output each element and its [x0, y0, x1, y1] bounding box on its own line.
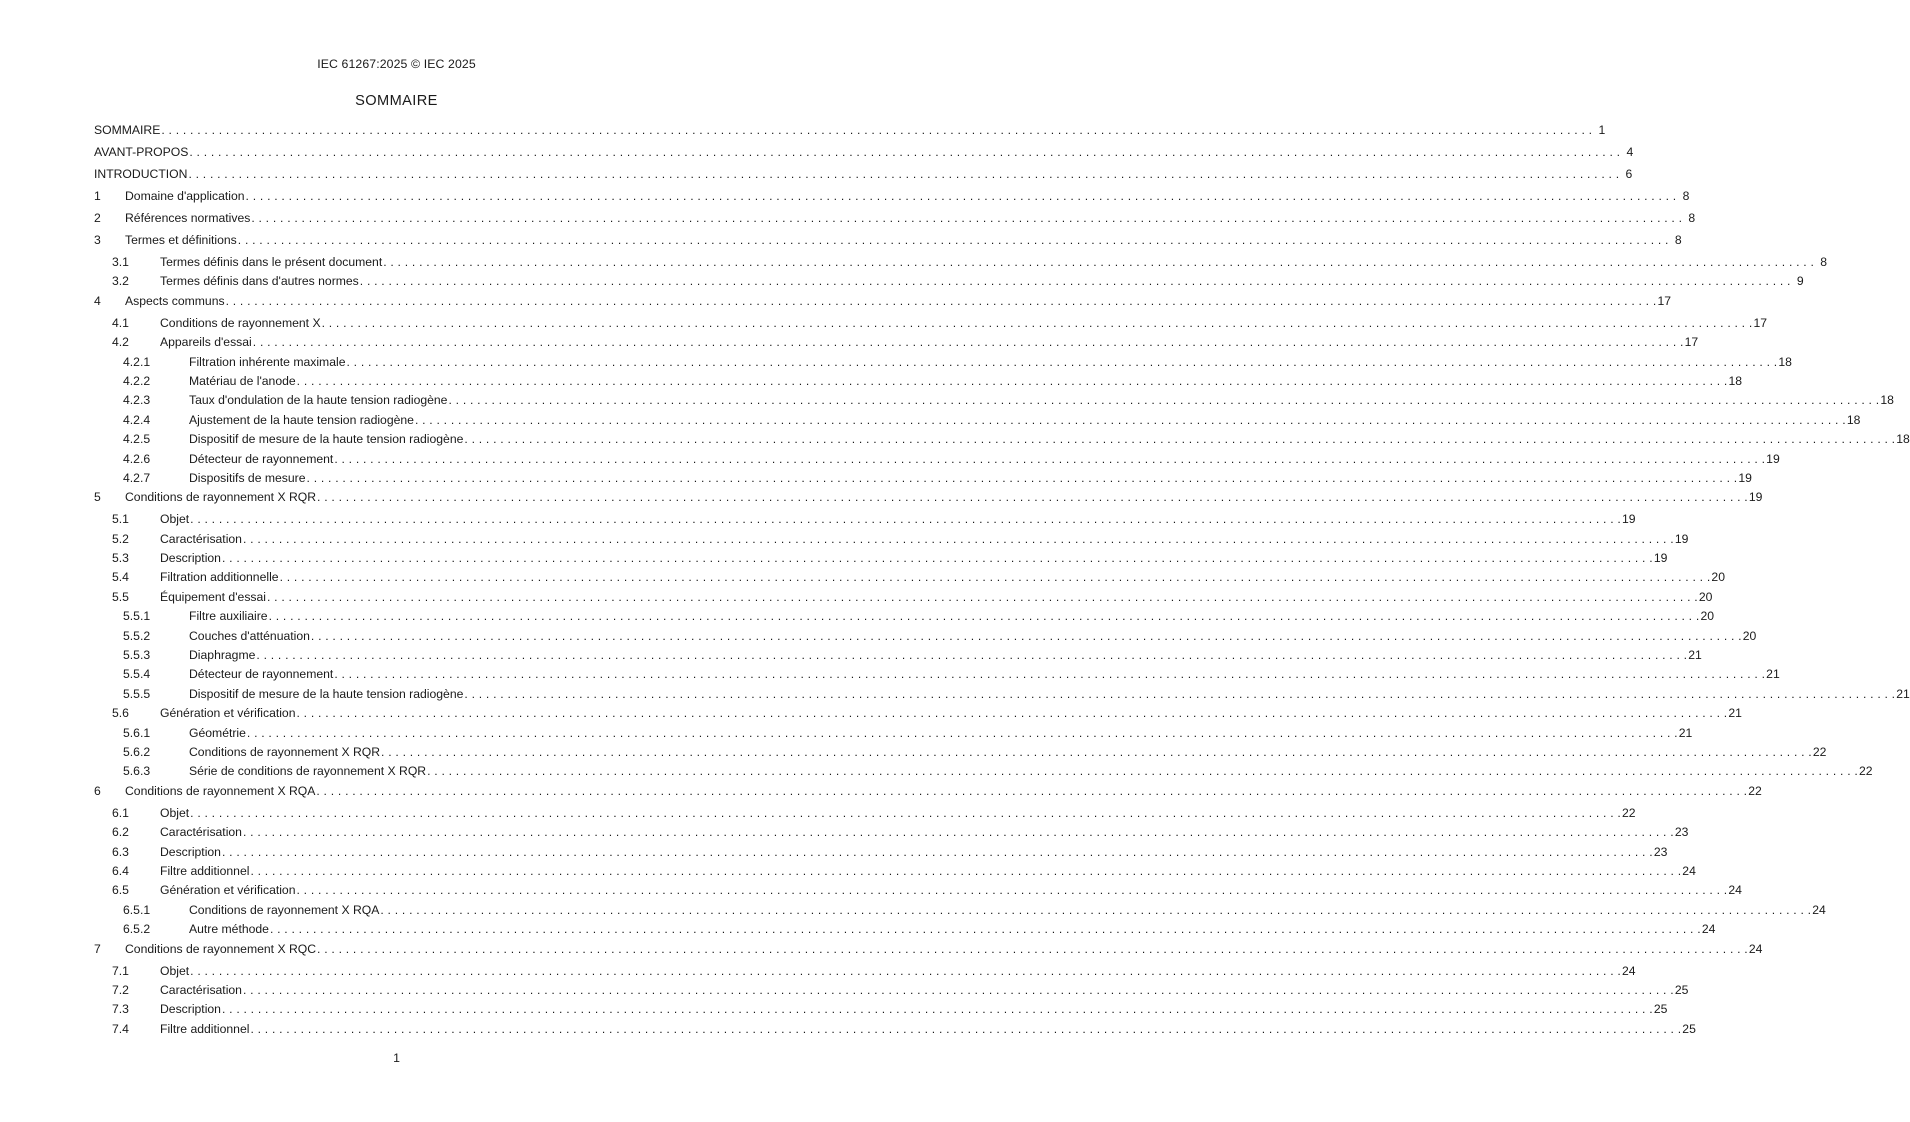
toc-entry-page: 18: [1896, 432, 1910, 447]
toc-entry[interactable]: [94, 963, 1636, 983]
toc-entry-page: 8: [1820, 255, 1828, 269]
toc-entry[interactable]: [94, 883, 1742, 902]
toc-entry-title: Domaine d'application: [125, 189, 245, 203]
toc-entry-number: 4: [94, 293, 101, 308]
toc-entry-title: Dispositif de mesure de la haute tension radiogène: [189, 432, 464, 447]
toc-entry[interactable]: [94, 902, 1826, 922]
toc-leader-dots: . . . . . . . . . . . . . . . . . . . . . . . . . . . . . . . . . . . . . . . . . . . . . . . . . . . . . . . . . . . . . . . . . . . . . . . . . . . . . . . . . . . . . . . . . . . . . . . . . . . . . . . . . . . . . . . . . . . . . . . . . . . . . . . . . . . . . . . . . . . . . . . . . . . . . . . . . . . . . . . . . . . . . . . . . . . . . . . . . . . . . . . . . . . . . . . . . . . . . . . .: [296, 883, 1728, 898]
toc-entry-number: 4.2.2: [123, 373, 151, 388]
toc-entry-number: 5: [94, 490, 101, 505]
toc-leader-dots: . . . . . . . . . . . . . . . . . . . . . . . . . . . . . . . . . . . . . . . . . . . . . . . . . . . . . . . . . . . . . . . . . . . . . . . . . . . . . . . . . . . . . . . . . . . . . . . . . . . . . . . . . . . . . . . . . . . . . . . . . . . . . . . . . . . . . . . . . . . . . . . . . . . . . . . . . . . . . . . . . . . . . . . . . . . . . . . . . . . . . . . . . . . . . . . . . . . . . . . .: [242, 982, 1674, 997]
table-of-contents: [94, 123, 1910, 1041]
toc-entry-title: Références normatives: [125, 211, 251, 225]
toc-entry[interactable]: [94, 233, 1682, 255]
toc-leader-dots: . . . . . . . . . . . . . . . . . . . . . . . . . . . . . . . . . . . . . . . . . . . . . . . . . . . . . . . . . . . . . . . . . . . . . . . . . . . . . . . . . . . . . . . . . . . . . . . . . . . . . . . . . . . . . . . . . . . . . . . . . . . . . . . . . . . . . . . . . . . . . . . . . . . . . . . . . . . . . . . . . . . . . . . . . . . . . . . . . . . . . . . . . . . . . . . . . . . . . . . .: [252, 335, 1684, 350]
toc-entry-number: 5.6: [112, 706, 129, 721]
toc-entry-title: Filtre additionnel: [160, 863, 250, 878]
toc-leader-dots: . . . . . . . . . . . . . . . . . . . . . . . . . . . . . . . . . . . . . . . . . . . . . . . . . . . . . . . . . . . . . . . . . . . . . . . . . . . . . . . . . . . . . . . . . . . . . . . . . . . . . . . . . . . . . . . . . . . . . . . . . . . . . . . . . . . . . . . . . . . . . . . . . . . . . . . . . . . . . . . . . . . . . . . . . . . . . . . . . . . . . . . . . . . . . . . . . . . . . . . .: [250, 1021, 1682, 1036]
toc-entry-page: 21: [1766, 667, 1780, 682]
toc-leader-dots: . . . . . . . . . . . . . . . . . . . . . . . . . . . . . . . . . . . . . . . . . . . . . . . . . . . . . . . . . . . . . . . . . . . . . . . . . . . . . . . . . . . . . . . . . . . . . . . . . . . . . . . . . . . . . . . . . . . . . . . . . . . . . . . . . . . . . . . . . . . . . . . . . . . . . . . . . . . . . . . . . . . . . . . . . . . . . . . . . . . . . . . . . . . . . . . . . . . . . . . .: [237, 233, 1669, 247]
toc-entry-page: 18: [1880, 393, 1894, 408]
toc-entry[interactable]: [94, 451, 1780, 471]
toc-entry[interactable]: [94, 373, 1743, 393]
toc-leader-dots: . . . . . . . . . . . . . . . . . . . . . . . . . . . . . . . . . . . . . . . . . . . . . . . . . . . . . . . . . . . . . . . . . . . . . . . . . . . . . . . . . . . . . . . . . . . . . . . . . . . . . . . . . . . . . . . . . . . . . . . . . . . . . . . . . . . . . . . . . . . . . . . . . . . . . . . . . . . . . . . . . . . . . . . . . . . . . . . . . . . . . . . . . . . . . . . . . . . . . . . .: [269, 922, 1701, 937]
toc-entry[interactable]: [94, 167, 1633, 189]
toc-entry-title: Conditions de rayonnement X RQA: [189, 902, 380, 917]
toc-leader-dots: . . . . . . . . . . . . . . . . . . . . . . . . . . . . . . . . . . . . . . . . . . . . . . . . . . . . . . . . . . . . . . . . . . . . . . . . . . . . . . . . . . . . . . . . . . . . . . . . . . . . . . . . . . . . . . . . . . . . . . . . . . . . . . . . . . . . . . . . . . . . . . . . . . . . . . . . . . . . . . . . . . . . . . . . . . . . . . . . . . . . . . . . . . . . . . . . . . . . . . . .: [221, 551, 1653, 566]
toc-entry-number: 7: [94, 941, 101, 956]
toc-entry-title: Dispositif de mesure de la haute tension radiogène: [189, 686, 464, 701]
toc-leader-dots: . . . . . . . . . . . . . . . . . . . . . . . . . . . . . . . . . . . . . . . . . . . . . . . . . . . . . . . . . . . . . . . . . . . . . . . . . . . . . . . . . . . . . . . . . . . . . . . . . . . . . . . . . . . . . . . . . . . . . . . . . . . . . . . . . . . . . . . . . . . . . . . . . . . . . . . . . . . . . . . . . . . . . . . . . . . . . . . . . . . . . . . . . . . . . . . . . . . . . . . .: [427, 764, 1858, 779]
toc-entry-page: 8: [1674, 233, 1682, 247]
toc-entry[interactable]: [94, 589, 1713, 609]
toc-entry[interactable]: [94, 922, 1716, 941]
toc-entry-title: Conditions de rayonnement X RQC: [125, 941, 317, 956]
toc-entry-page: 18: [1846, 412, 1861, 427]
toc-entry-page: 21: [1728, 706, 1742, 721]
toc-entry[interactable]: [94, 551, 1668, 570]
toc-leader-dots: . . . . . . . . . . . . . . . . . . . . . . . . . . . . . . . . . . . . . . . . . . . . . . . . . . . . . . . . . . . . . . . . . . . . . . . . . . . . . . . . . . . . . . . . . . . . . . . . . . . . . . . . . . . . . . . . . . . . . . . . . . . . . . . . . . . . . . . . . . . . . . . . . . . . . . . . . . . . . . . . . . . . . . . . . . . . . . . . . . . . . . . . . . . . . . . . . . . . . . . .: [279, 570, 1711, 585]
toc-entry-number: 5.5.1: [123, 609, 151, 624]
toc-leader-dots: . . . . . . . . . . . . . . . . . . . . . . . . . . . . . . . . . . . . . . . . . . . . . . . . . . . . . . . . . . . . . . . . . . . . . . . . . . . . . . . . . . . . . . . . . . . . . . . . . . . . . . . . . . . . . . . . . . . . . . . . . . . . . . . . . . . . . . . . . . . . . . . . . . . . . . . . . . . . . . . . . . . . . . . . . . . . . . . . . . . . . . . . . . . . . . . . . . . . . . . .: [268, 609, 1700, 624]
toc-entry-number: 5.5.2: [123, 628, 151, 643]
toc-entry-title: Aspects communs: [125, 293, 225, 308]
toc-entry-number: 3.1: [112, 255, 129, 269]
toc-entry-number: 5.5.3: [123, 648, 151, 663]
toc-leader-dots: . . . . . . . . . . . . . . . . . . . . . . . . . . . . . . . . . . . . . . . . . . . . . . . . . . . . . . . . . . . . . . . . . . . . . . . . . . . . . . . . . . . . . . . . . . . . . . . . . . . . . . . . . . . . . . . . . . . . . . . . . . . . . . . . . . . . . . . . . . . . . . . . . . . . . . . . . . . . . . . . . . . . . . . . . . . . . . . . . . . . . . . . . . . . . . . . . . . . . . . .: [190, 963, 1621, 978]
toc-leader-dots: . . . . . . . . . . . . . . . . . . . . . . . . . . . . . . . . . . . . . . . . . . . . . . . . . . . . . . . . . . . . . . . . . . . . . . . . . . . . . . . . . . . . . . . . . . . . . . . . . . . . . . . . . . . . . . . . . . . . . . . . . . . . . . . . . . . . . . . . . . . . . . . . . . . . . . . . . . . . . . . . . . . . . . . . . . . . . . . . . . . . . . . . . . . . . . . . . . . . . . . .: [296, 373, 1728, 388]
toc-entry-number: 5.6.1: [123, 725, 151, 740]
toc-entry-title: Filtration additionnelle: [160, 570, 279, 585]
toc-entry-number: 6.5.1: [123, 902, 151, 917]
toc-entry-page: 25: [1674, 982, 1689, 997]
toc-entry[interactable]: [94, 706, 1742, 725]
toc-entry-page: 4: [1626, 145, 1634, 159]
toc-entry-title: Matériau de l'anode: [189, 373, 296, 388]
toc-entry[interactable]: [94, 667, 1780, 686]
toc-entry-page: 1: [1598, 123, 1606, 137]
toc-entry-page: 8: [1688, 211, 1696, 225]
toc-entry-number: 6.1: [112, 805, 129, 820]
toc-entry-number: 6.5.2: [123, 922, 151, 937]
toc-entry-number: 4.2.3: [123, 393, 151, 408]
toc-entry[interactable]: [94, 145, 1634, 167]
toc-entry-title: Description: [160, 1002, 221, 1017]
toc-entry-title: Géométrie: [189, 725, 246, 740]
toc-entry-page: 22: [1622, 805, 1636, 820]
toc-entry-page: 17: [1753, 315, 1767, 330]
toc-entry-number: 5.5: [112, 589, 129, 604]
toc-entry[interactable]: [94, 686, 1910, 706]
toc-entry-page: 8: [1682, 189, 1690, 203]
toc-entry-page: 22: [1748, 783, 1762, 798]
toc-entry-number: 4.2.1: [123, 354, 151, 369]
toc-entry[interactable]: [94, 628, 1757, 648]
toc-entry[interactable]: [94, 412, 1861, 432]
toc-entry-title: Détecteur de rayonnement: [189, 667, 334, 682]
toc-entry-title: Filtration inhérente maximale: [189, 354, 346, 369]
toc-entry[interactable]: [94, 648, 1702, 667]
document-header: IEC 61267:2025 © IEC 2025: [317, 57, 476, 71]
toc-entry-number: 7.1: [112, 963, 129, 978]
toc-entry-page: 17: [1657, 293, 1671, 308]
toc-leader-dots: . . . . . . . . . . . . . . . . . . . . . . . . . . . . . . . . . . . . . . . . . . . . . . . . . . . . . . . . . . . . . . . . . . . . . . . . . . . . . . . . . . . . . . . . . . . . . . . . . . . . . . . . . . . . . . . . . . . . . . . . . . . . . . . . . . . . . . . . . . . . . . . . . . . . . . . . . . . . . . . . . . . . . . . . . . . . . . . . . . . . . . . . . . . . . . . . . . . . . . . .: [221, 1002, 1653, 1017]
toc-entry-number: 5.6.3: [123, 764, 151, 779]
toc-entry[interactable]: [94, 609, 1714, 628]
page-number: 1: [393, 1051, 400, 1065]
toc-entry-number: 2: [94, 211, 101, 225]
toc-entry[interactable]: [94, 315, 1767, 335]
toc-entry-number: 6.2: [112, 825, 129, 840]
toc-entry[interactable]: [94, 432, 1910, 451]
toc-leader-dots: . . . . . . . . . . . . . . . . . . . . . . . . . . . . . . . . . . . . . . . . . . . . . . . . . . . . . . . . . . . . . . . . . . . . . . . . . . . . . . . . . . . . . . . . . . . . . . . . . . . . . . . . . . . . . . . . . . . . . . . . . . . . . . . . . . . . . . . . . . . . . . . . . . . . . . . . . . . . . . . . . . . . . . . . . . . . . . . . . . . . . . . . . . . . . . . . . . . . . . . .: [190, 512, 1621, 527]
toc-entry-title: SOMMAIRE: [94, 123, 161, 137]
toc-entry-title: INTRODUCTION: [94, 167, 188, 181]
toc-entry-page: 24: [1812, 902, 1826, 917]
toc-leader-dots: . . . . . . . . . . . . . . . . . . . . . . . . . . . . . . . . . . . . . . . . . . . . . . . . . . . . . . . . . . . . . . . . . . . . . . . . . . . . . . . . . . . . . . . . . . . . . . . . . . . . . . . . . . . . . . . . . . . . . . . . . . . . . . . . . . . . . . . . . . . . . . . . . . . . . . . . . . . . . . . . . . . . . . . . . . . . . . . . . . . . . . . . . . . . . . . . . . . . . . . .: [242, 531, 1674, 546]
toc-entry-page: 20: [1698, 589, 1713, 604]
toc-entry-number: 5.6.2: [123, 744, 151, 759]
toc-entry-page: 19: [1738, 470, 1752, 485]
toc-entry-number: 7.2: [112, 982, 129, 997]
toc-leader-dots: . . . . . . . . . . . . . . . . . . . . . . . . . . . . . . . . . . . . . . . . . . . . . . . . . . . . . . . . . . . . . . . . . . . . . . . . . . . . . . . . . . . . . . . . . . . . . . . . . . . . . . . . . . . . . . . . . . . . . . . . . . . . . . . . . . . . . . . . . . . . . . . . . . . . . . . . . . . . . . . . . . . . . . . . . . . . . . . . . . . . . . . . . . . . . . . . . . . . . . . .: [346, 354, 1778, 369]
toc-leader-dots: . . . . . . . . . . . . . . . . . . . . . . . . . . . . . . . . . . . . . . . . . . . . . . . . . . . . . . . . . . . . . . . . . . . . . . . . . . . . . . . . . . . . . . . . . . . . . . . . . . . . . . . . . . . . . . . . . . . . . . . . . . . . . . . . . . . . . . . . . . . . . . . . . . . . . . . . . . . . . . . . . . . . . . . . . . . . . . . . . . . . . . . . . . . . . . . . . . . . . . . .: [334, 667, 1766, 682]
toc-entry-title: Termes et définitions: [125, 233, 237, 247]
toc-entry-page: 19: [1653, 551, 1668, 566]
toc-entry-number: 4.1: [112, 315, 129, 330]
toc-leader-dots: . . . . . . . . . . . . . . . . . . . . . . . . . . . . . . . . . . . . . . . . . . . . . . . . . . . . . . . . . . . . . . . . . . . . . . . . . . . . . . . . . . . . . . . . . . . . . . . . . . . . . . . . . . . . . . . . . . . . . . . . . . . . . . . . . . . . . . . . . . . . . . . . . . . . . . . . . . . . . . . . . . . . . . . . . . . . . . . . . . . . . . . . . . . . . . . . . . . . . . . .: [359, 274, 1791, 289]
toc-entry-title: Caractérisation: [160, 531, 242, 546]
toc-leader-dots: . . . . . . . . . . . . . . . . . . . . . . . . . . . . . . . . . . . . . . . . . . . . . . . . . . . . . . . . . . . . . . . . . . . . . . . . . . . . . . . . . . . . . . . . . . . . . . . . . . . . . . . . . . . . . . . . . . . . . . . . . . . . . . . . . . . . . . . . . . . . . . . . . . . . . . . . . . . . . . . . . . . . . . . . . . . . . . . . . . . . . . . . . . . . . . . . . . . . . . . .: [161, 123, 1593, 137]
toc-entry-number: 5.5.4: [123, 667, 151, 682]
toc-leader-dots: . . . . . . . . . . . . . . . . . . . . . . . . . . . . . . . . . . . . . . . . . . . . . . . . . . . . . . . . . . . . . . . . . . . . . . . . . . . . . . . . . . . . . . . . . . . . . . . . . . . . . . . . . . . . . . . . . . . . . . . . . . . . . . . . . . . . . . . . . . . . . . . . . . . . . . . . . . . . . . . . . . . . . . . . . . . . . . . . . . . . . . . . . . . . . . . . . . . . . . . .: [189, 145, 1621, 159]
toc-entry-page: 20: [1700, 609, 1714, 624]
toc-entry-title: Caractérisation: [160, 982, 242, 997]
toc-entry-title: Série de conditions de rayonnement X RQR: [189, 764, 427, 779]
toc-entry-title: Appareils d'essai: [160, 335, 252, 350]
toc-entry-title: Description: [160, 844, 221, 859]
toc-entry-title: Filtre additionnel: [160, 1021, 250, 1036]
toc-entry[interactable]: [94, 744, 1827, 764]
toc-leader-dots: . . . . . . . . . . . . . . . . . . . . . . . . . . . . . . . . . . . . . . . . . . . . . . . . . . . . . . . . . . . . . . . . . . . . . . . . . . . . . . . . . . . . . . . . . . . . . . . . . . . . . . . . . . . . . . . . . . . . . . . . . . . . . . . . . . . . . . . . . . . . . . . . . . . . . . . . . . . . . . . . . . . . . . . . . . . . . . . . . . . . . . . . . . . . . . . . . . . . . . . .: [188, 167, 1620, 181]
toc-entry-page: 24: [1748, 941, 1763, 956]
toc-leader-dots: . . . . . . . . . . . . . . . . . . . . . . . . . . . . . . . . . . . . . . . . . . . . . . . . . . . . . . . . . . . . . . . . . . . . . . . . . . . . . . . . . . . . . . . . . . . . . . . . . . . . . . . . . . . . . . . . . . . . . . . . . . . . . . . . . . . . . . . . . . . . . . . . . . . . . . . . . . . . . . . . . . . . . . . . . . . . . . . . . . . . . . . . . . . . . . . . . . . . . . . .: [246, 725, 1678, 740]
toc-leader-dots: . . . . . . . . . . . . . . . . . . . . . . . . . . . . . . . . . . . . . . . . . . . . . . . . . . . . . . . . . . . . . . . . . . . . . . . . . . . . . . . . . . . . . . . . . . . . . . . . . . . . . . . . . . . . . . . . . . . . . . . . . . . . . . . . . . . . . . . . . . . . . . . . . . . . . . . . . . . . . . . . . . . . . . . . . . . . . . . . . . . . . . . . . . . . . . . . . . . . . . . .: [225, 293, 1657, 308]
toc-entry[interactable]: [94, 393, 1894, 412]
toc-entry[interactable]: [94, 470, 1752, 490]
toc-entry[interactable]: [94, 941, 1763, 964]
toc-entry[interactable]: [94, 189, 1690, 211]
toc-entry-number: 6.3: [112, 844, 129, 859]
toc-entry-page: 21: [1688, 648, 1702, 663]
toc-entry-title: Caractérisation: [160, 825, 242, 840]
toc-entry-title: Termes définis dans le présent document: [160, 255, 383, 269]
toc-leader-dots: . . . . . . . . . . . . . . . . . . . . . . . . . . . . . . . . . . . . . . . . . . . . . . . . . . . . . . . . . . . . . . . . . . . . . . . . . . . . . . . . . . . . . . . . . . . . . . . . . . . . . . . . . . . . . . . . . . . . . . . . . . . . . . . . . . . . . . . . . . . . . . . . . . . . . . . . . . . . . . . . . . . . . . . . . . . . . . . . . . . . . . . . . . . . . . . . . . . . . . . .: [245, 189, 1677, 203]
toc-leader-dots: . . . . . . . . . . . . . . . . . . . . . . . . . . . . . . . . . . . . . . . . . . . . . . . . . . . . . . . . . . . . . . . . . . . . . . . . . . . . . . . . . . . . . . . . . . . . . . . . . . . . . . . . . . . . . . . . . . . . . . . . . . . . . . . . . . . . . . . . . . . . . . . . . . . . . . . . . . . . . . . . . . . . . . . . . . . . . . . . . . . . . . . . . . . . . . . . . . . . . . . .: [267, 589, 1698, 604]
toc-entry[interactable]: [94, 1021, 1696, 1041]
toc-entry[interactable]: [94, 725, 1693, 745]
toc-entry-number: 7.3: [112, 1002, 129, 1017]
toc-entry-page: 22: [1858, 764, 1873, 779]
toc-entry[interactable]: [94, 531, 1689, 551]
toc-leader-dots: . . . . . . . . . . . . . . . . . . . . . . . . . . . . . . . . . . . . . . . . . . . . . . . . . . . . . . . . . . . . . . . . . . . . . . . . . . . . . . . . . . . . . . . . . . . . . . . . . . . . . . . . . . . . . . . . . . . . . . . . . . . . . . . . . . . . . . . . . . . . . . . . . . . . . . . . . . . . . . . . . . . . . . . . . . . . . . . . . . . . . . . . . . . . . . . . . . . . . . . .: [190, 805, 1621, 820]
toc-entry-title: AVANT-PROPOS: [94, 145, 189, 159]
toc-entry-page: 24: [1682, 863, 1696, 878]
toc-leader-dots: . . . . . . . . . . . . . . . . . . . . . . . . . . . . . . . . . . . . . . . . . . . . . . . . . . . . . . . . . . . . . . . . . . . . . . . . . . . . . . . . . . . . . . . . . . . . . . . . . . . . . . . . . . . . . . . . . . . . . . . . . . . . . . . . . . . . . . . . . . . . . . . . . . . . . . . . . . . . . . . . . . . . . . . . . . . . . . . . . . . . . . . . . . . . . . . . . . . . . . . .: [250, 863, 1682, 878]
toc-entry-number: 3: [94, 233, 101, 247]
toc-entry-number: 5.3: [112, 551, 129, 566]
toc-leader-dots: . . . . . . . . . . . . . . . . . . . . . . . . . . . . . . . . . . . . . . . . . . . . . . . . . . . . . . . . . . . . . . . . . . . . . . . . . . . . . . . . . . . . . . . . . . . . . . . . . . . . . . . . . . . . . . . . . . . . . . . . . . . . . . . . . . . . . . . . . . . . . . . . . . . . . . . . . . . . . . . . . . . . . . . . . . . . . . . . . . . . . . . . . . . . . . . . . . . . . . . .: [414, 412, 1846, 427]
toc-entry-title: Détecteur de rayonnement: [189, 451, 334, 466]
toc-leader-dots: . . . . . . . . . . . . . . . . . . . . . . . . . . . . . . . . . . . . . . . . . . . . . . . . . . . . . . . . . . . . . . . . . . . . . . . . . . . . . . . . . . . . . . . . . . . . . . . . . . . . . . . . . . . . . . . . . . . . . . . . . . . . . . . . . . . . . . . . . . . . . . . . . . . . . . . . . . . . . . . . . . . . . . . . . . . . . . . . . . . . . . . . . . . . . . . . . . . . . . . .: [221, 844, 1653, 859]
toc-entry-number: 1: [94, 189, 101, 203]
toc-entry-page: 24: [1701, 922, 1716, 937]
toc-entry-page: 18: [1778, 354, 1792, 369]
toc-entry-number: 5.4: [112, 570, 129, 585]
toc-entry[interactable]: [94, 293, 1671, 316]
toc-entry-title: Génération et vérification: [160, 706, 296, 721]
toc-entry-title: Dispositifs de mesure: [189, 470, 306, 485]
toc-leader-dots: . . . . . . . . . . . . . . . . . . . . . . . . . . . . . . . . . . . . . . . . . . . . . . . . . . . . . . . . . . . . . . . . . . . . . . . . . . . . . . . . . . . . . . . . . . . . . . . . . . . . . . . . . . . . . . . . . . . . . . . . . . . . . . . . . . . . . . . . . . . . . . . . . . . . . . . . . . . . . . . . . . . . . . . . . . . . . . . . . . . . . . . . . . . . . . . . . . . . . . . .: [334, 451, 1766, 466]
toc-entry-title: Conditions de rayonnement X RQR: [125, 490, 317, 505]
toc-entry-title: Conditions de rayonnement X RQR: [189, 744, 381, 759]
toc-entry[interactable]: [94, 354, 1792, 374]
toc-leader-dots: . . . . . . . . . . . . . . . . . . . . . . . . . . . . . . . . . . . . . . . . . . . . . . . . . . . . . . . . . . . . . . . . . . . . . . . . . . . . . . . . . . . . . . . . . . . . . . . . . . . . . . . . . . . . . . . . . . . . . . . . . . . . . . . . . . . . . . . . . . . . . . . . . . . . . . . . . . . . . . . . . . . . . . . . . . . . . . . . . . . . . . . . . . . . . . . . . . . . . . . .: [316, 783, 1748, 798]
toc-entry-number: 4.2.5: [123, 432, 151, 447]
toc-entry-page: 25: [1682, 1021, 1696, 1036]
page-title: SOMMAIRE: [355, 93, 438, 109]
toc-entry-number: 6.5: [112, 883, 129, 898]
toc-leader-dots: . . . . . . . . . . . . . . . . . . . . . . . . . . . . . . . . . . . . . . . . . . . . . . . . . . . . . . . . . . . . . . . . . . . . . . . . . . . . . . . . . . . . . . . . . . . . . . . . . . . . . . . . . . . . . . . . . . . . . . . . . . . . . . . . . . . . . . . . . . . . . . . . . . . . . . . . . . . . . . . . . . . . . . . . . . . . . . . . . . . . . . . . . . . . . . . . . . . . . . . .: [306, 470, 1738, 485]
toc-entry-page: 19: [1748, 490, 1763, 505]
toc-entry-title: Termes définis dans d'autres normes: [160, 274, 359, 289]
toc-entry-page: 24: [1728, 883, 1742, 898]
toc-entry-title: Objet: [160, 805, 190, 820]
toc-entry-page: 23: [1674, 825, 1689, 840]
toc-entry[interactable]: [94, 211, 1696, 233]
toc-entry-page: 24: [1622, 963, 1636, 978]
toc-entry[interactable]: [94, 764, 1873, 783]
toc-entry-page: 21: [1896, 686, 1910, 701]
toc-leader-dots: . . . . . . . . . . . . . . . . . . . . . . . . . . . . . . . . . . . . . . . . . . . . . . . . . . . . . . . . . . . . . . . . . . . . . . . . . . . . . . . . . . . . . . . . . . . . . . . . . . . . . . . . . . . . . . . . . . . . . . . . . . . . . . . . . . . . . . . . . . . . . . . . . . . . . . . . . . . . . . . . . . . . . . . . . . . . . . . . . . . . . . . . . . . . . . . . . . . . . . . .: [381, 744, 1812, 759]
toc-entry[interactable]: [94, 570, 1725, 589]
toc-leader-dots: . . . . . . . . . . . . . . . . . . . . . . . . . . . . . . . . . . . . . . . . . . . . . . . . . . . . . . . . . . . . . . . . . . . . . . . . . . . . . . . . . . . . . . . . . . . . . . . . . . . . . . . . . . . . . . . . . . . . . . . . . . . . . . . . . . . . . . . . . . . . . . . . . . . . . . . . . . . . . . . . . . . . . . . . . . . . . . . . . . . . . . . . . . . . . . . . . . . . . . . .: [380, 902, 1812, 917]
toc-entry[interactable]: [94, 274, 1804, 293]
toc-entry-page: 19: [1766, 451, 1780, 466]
toc-leader-dots: . . . . . . . . . . . . . . . . . . . . . . . . . . . . . . . . . . . . . . . . . . . . . . . . . . . . . . . . . . . . . . . . . . . . . . . . . . . . . . . . . . . . . . . . . . . . . . . . . . . . . . . . . . . . . . . . . . . . . . . . . . . . . . . . . . . . . . . . . . . . . . . . . . . . . . . . . . . . . . . . . . . . . . . . . . . . . . . . . . . . . . . . . . . . . . . . . . . . . . . .: [448, 393, 1880, 408]
toc-entry[interactable]: [94, 512, 1636, 531]
toc-entry-page: 20: [1742, 628, 1757, 643]
toc-entry[interactable]: [94, 844, 1668, 864]
toc-entry-title: Ajustement de la haute tension radiogène: [189, 412, 414, 427]
toc-leader-dots: . . . . . . . . . . . . . . . . . . . . . . . . . . . . . . . . . . . . . . . . . . . . . . . . . . . . . . . . . . . . . . . . . . . . . . . . . . . . . . . . . . . . . . . . . . . . . . . . . . . . . . . . . . . . . . . . . . . . . . . . . . . . . . . . . . . . . . . . . . . . . . . . . . . . . . . . . . . . . . . . . . . . . . . . . . . . . . . . . . . . . . . . . . . . . . . . . . . . . . . .: [383, 255, 1815, 269]
toc-entry-page: 22: [1812, 744, 1827, 759]
toc-entry[interactable]: [94, 805, 1636, 825]
toc-entry-page: 20: [1711, 570, 1725, 585]
toc-entry-title: Objet: [160, 963, 190, 978]
toc-entry[interactable]: [94, 1002, 1668, 1021]
toc-entry-number: 5.5.5: [123, 686, 151, 701]
toc-entry-title: Diaphragme: [189, 648, 256, 663]
toc-leader-dots: . . . . . . . . . . . . . . . . . . . . . . . . . . . . . . . . . . . . . . . . . . . . . . . . . . . . . . . . . . . . . . . . . . . . . . . . . . . . . . . . . . . . . . . . . . . . . . . . . . . . . . . . . . . . . . . . . . . . . . . . . . . . . . . . . . . . . . . . . . . . . . . . . . . . . . . . . . . . . . . . . . . . . . . . . . . . . . . . . . . . . . . . . . . . . . . . . . . . . . . .: [464, 686, 1896, 701]
toc-entry-number: 5.2: [112, 531, 129, 546]
toc-entry-page: 19: [1674, 531, 1689, 546]
toc-leader-dots: . . . . . . . . . . . . . . . . . . . . . . . . . . . . . . . . . . . . . . . . . . . . . . . . . . . . . . . . . . . . . . . . . . . . . . . . . . . . . . . . . . . . . . . . . . . . . . . . . . . . . . . . . . . . . . . . . . . . . . . . . . . . . . . . . . . . . . . . . . . . . . . . . . . . . . . . . . . . . . . . . . . . . . . . . . . . . . . . . . . . . . . . . . . . . . . . . . . . . . . .: [310, 628, 1742, 643]
toc-entry-title: Équipement d'essai: [160, 589, 266, 604]
toc-leader-dots: . . . . . . . . . . . . . . . . . . . . . . . . . . . . . . . . . . . . . . . . . . . . . . . . . . . . . . . . . . . . . . . . . . . . . . . . . . . . . . . . . . . . . . . . . . . . . . . . . . . . . . . . . . . . . . . . . . . . . . . . . . . . . . . . . . . . . . . . . . . . . . . . . . . . . . . . . . . . . . . . . . . . . . . . . . . . . . . . . . . . . . . . . . . . . . . . . . . . . . . .: [251, 211, 1683, 225]
toc-entry-page: 25: [1653, 1002, 1668, 1017]
toc-entry[interactable]: [94, 783, 1762, 806]
toc-entry-title: Autre méthode: [189, 922, 269, 937]
toc-entry-page: 23: [1653, 844, 1668, 859]
toc-entry-number: 4.2.4: [123, 412, 151, 427]
toc-leader-dots: . . . . . . . . . . . . . . . . . . . . . . . . . . . . . . . . . . . . . . . . . . . . . . . . . . . . . . . . . . . . . . . . . . . . . . . . . . . . . . . . . . . . . . . . . . . . . . . . . . . . . . . . . . . . . . . . . . . . . . . . . . . . . . . . . . . . . . . . . . . . . . . . . . . . . . . . . . . . . . . . . . . . . . . . . . . . . . . . . . . . . . . . . . . . . . . . . . . . . . . .: [242, 825, 1674, 840]
toc-entry[interactable]: [94, 255, 1828, 274]
toc-entry-page: 19: [1622, 512, 1636, 527]
toc-entry-page: 17: [1684, 335, 1699, 350]
toc-entry-title: Filtre auxiliaire: [189, 609, 268, 624]
toc-leader-dots: . . . . . . . . . . . . . . . . . . . . . . . . . . . . . . . . . . . . . . . . . . . . . . . . . . . . . . . . . . . . . . . . . . . . . . . . . . . . . . . . . . . . . . . . . . . . . . . . . . . . . . . . . . . . . . . . . . . . . . . . . . . . . . . . . . . . . . . . . . . . . . . . . . . . . . . . . . . . . . . . . . . . . . . . . . . . . . . . . . . . . . . . . . . . . . . . . . . . . . . .: [317, 941, 1748, 956]
toc-entry-page: 6: [1625, 167, 1633, 181]
toc-entry-title: Conditions de rayonnement X RQA: [125, 783, 316, 798]
toc-entry[interactable]: [94, 825, 1689, 844]
toc-entry-number: 5.1: [112, 512, 129, 527]
toc-entry-number: 4.2.6: [123, 451, 151, 466]
toc-leader-dots: . . . . . . . . . . . . . . . . . . . . . . . . . . . . . . . . . . . . . . . . . . . . . . . . . . . . . . . . . . . . . . . . . . . . . . . . . . . . . . . . . . . . . . . . . . . . . . . . . . . . . . . . . . . . . . . . . . . . . . . . . . . . . . . . . . . . . . . . . . . . . . . . . . . . . . . . . . . . . . . . . . . . . . . . . . . . . . . . . . . . . . . . . . . . . . . . . . . . . . . .: [296, 706, 1728, 721]
toc-entry-number: 7.4: [112, 1021, 129, 1036]
toc-leader-dots: . . . . . . . . . . . . . . . . . . . . . . . . . . . . . . . . . . . . . . . . . . . . . . . . . . . . . . . . . . . . . . . . . . . . . . . . . . . . . . . . . . . . . . . . . . . . . . . . . . . . . . . . . . . . . . . . . . . . . . . . . . . . . . . . . . . . . . . . . . . . . . . . . . . . . . . . . . . . . . . . . . . . . . . . . . . . . . . . . . . . . . . . . . . . . . . . . . . . . . . .: [256, 648, 1688, 663]
toc-leader-dots: . . . . . . . . . . . . . . . . . . . . . . . . . . . . . . . . . . . . . . . . . . . . . . . . . . . . . . . . . . . . . . . . . . . . . . . . . . . . . . . . . . . . . . . . . . . . . . . . . . . . . . . . . . . . . . . . . . . . . . . . . . . . . . . . . . . . . . . . . . . . . . . . . . . . . . . . . . . . . . . . . . . . . . . . . . . . . . . . . . . . . . . . . . . . . . . . . . . . . . . .: [464, 432, 1896, 447]
toc-entry-title: Génération et vérification: [160, 883, 296, 898]
toc-entry-number: 4.2.7: [123, 470, 151, 485]
toc-entry[interactable]: [94, 982, 1689, 1002]
toc-leader-dots: . . . . . . . . . . . . . . . . . . . . . . . . . . . . . . . . . . . . . . . . . . . . . . . . . . . . . . . . . . . . . . . . . . . . . . . . . . . . . . . . . . . . . . . . . . . . . . . . . . . . . . . . . . . . . . . . . . . . . . . . . . . . . . . . . . . . . . . . . . . . . . . . . . . . . . . . . . . . . . . . . . . . . . . . . . . . . . . . . . . . . . . . . . . . . . . . . . . . . . . .: [321, 315, 1753, 330]
toc-entry-title: Description: [160, 551, 221, 566]
toc-entry-page: 9: [1796, 274, 1804, 289]
toc-entry[interactable]: [94, 490, 1763, 512]
toc-entry-title: Objet: [160, 512, 190, 527]
toc-entry-page: 18: [1728, 373, 1743, 388]
toc-entry-title: Taux d'ondulation de la haute tension radiogène: [189, 393, 448, 408]
toc-leader-dots: . . . . . . . . . . . . . . . . . . . . . . . . . . . . . . . . . . . . . . . . . . . . . . . . . . . . . . . . . . . . . . . . . . . . . . . . . . . . . . . . . . . . . . . . . . . . . . . . . . . . . . . . . . . . . . . . . . . . . . . . . . . . . . . . . . . . . . . . . . . . . . . . . . . . . . . . . . . . . . . . . . . . . . . . . . . . . . . . . . . . . . . . . . . . . . . . . . . . . . . .: [317, 490, 1748, 505]
toc-entry-number: 4.2: [112, 335, 129, 350]
toc-entry-title: Conditions de rayonnement X: [160, 315, 321, 330]
toc-entry[interactable]: [94, 863, 1696, 883]
toc-entry-page: 21: [1678, 725, 1693, 740]
toc-entry-number: 6: [94, 783, 101, 798]
toc-entry[interactable]: [94, 335, 1699, 354]
toc-entry[interactable]: [94, 123, 1606, 145]
toc-entry-title: Couches d'atténuation: [189, 628, 310, 643]
toc-entry-number: 6.4: [112, 863, 129, 878]
toc-entry-number: 3.2: [112, 274, 129, 289]
